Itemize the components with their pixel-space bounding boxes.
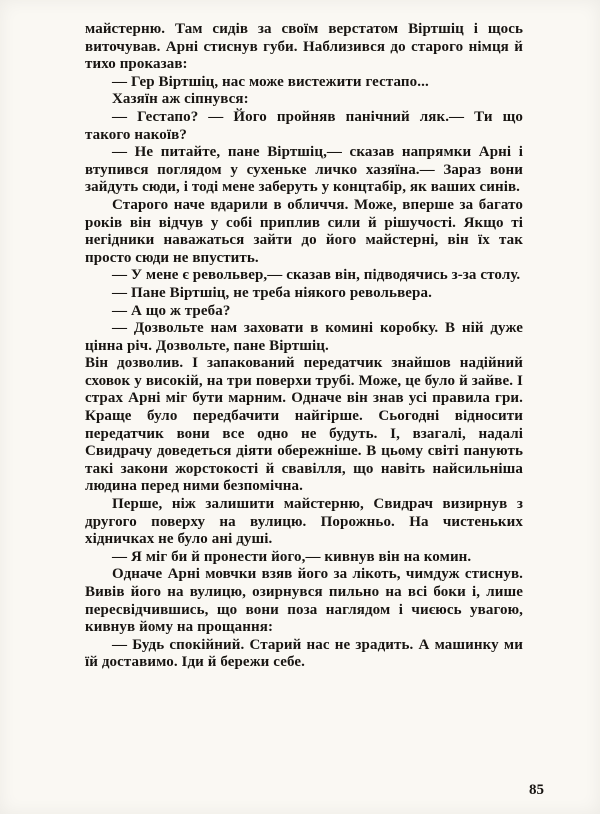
paragraph: Одначе Арні мовчки взяв його за лікоть, чимдуж стиснув. Вивів його на вулицю, озирнувся пильно на всі боки і, лише пересвідчившись, що вони поза наглядом і чиєюсь увагою, кивнув йому на прощання: (85, 566, 523, 636)
paragraph: майстерню. Там сидів за своїм верстатом Віртшіц і щось виточував. Арні стиснув губи. Наблизився до старого німця й тихо проказав: (85, 21, 523, 73)
paragraph: Хазяїн аж сіпнувся: (112, 91, 249, 108)
paragraph: — Дозвольте нам заховати в комині коробку. В ній дуже цінна річ. Дозвольте, пане Віртшіц. (85, 320, 523, 354)
paragraph: Він дозволив. І запакований передатчик знайшов надійний сховок у високій, на три поверхи трубі. Може, це було й зайве. І страх Арні міг бути марним. Одначе він знав усі правила гри. Краще було передбачити найгірше. Сьогодні відносити передатчик вони все одно не будуть. І, взагалі, надалі Свидрачу доведеться діяти обережніше. В цьому світі панують такі закони жорстокості й свавілля, що навіть найсильніша людина перед ними безпомічна. (85, 355, 523, 495)
text-block (85, 21, 523, 672)
paragraph: — Гер Віртшіц, нас може вистежити гестапо... (112, 73, 429, 90)
paragraph: — Пане Віртшіц, не треба ніякого револьвера. (112, 284, 432, 301)
paragraph: — Гестапо? — Його пройняв панічний ляк.— Ти що такого накоїв? (85, 108, 523, 143)
paragraph: — Будь спокійний. Старий нас не зрадить. А машинку ми їй доставимо. Іди й бережи себе. (85, 636, 523, 671)
page-number: 85 (529, 782, 544, 798)
paragraph: Перше, ніж залишити майстерню, Свидрач визирнув з другого поверху на вулицю. Порожньо. На чистеньких хідничках не було ані душі. (85, 496, 523, 548)
paragraph: Старого наче вдарили в обличчя. Може, вперше за багато років він відчув у собі приплив сили й рішучості. Якщо ті негідники наважаться зайти до його майстерні, він їх так просто сюди не впустить. (85, 196, 523, 266)
paragraph: — У мене є револьвер,— сказав він, підводячись з-за столу. (112, 267, 521, 284)
paragraph: — Не питайте, пане Віртшіц,— сказав напрямки Арні і втупився поглядом у сухеньке личко хазяїна.— Зараз вони зайдуть сюди, і тоді мене заберуть у концтабір, як ваших синів. (85, 144, 523, 196)
paragraph: — Я міг би й пронести його,— кивнув він на комин. (112, 548, 472, 565)
paragraph: — А що ж треба? (112, 302, 231, 319)
